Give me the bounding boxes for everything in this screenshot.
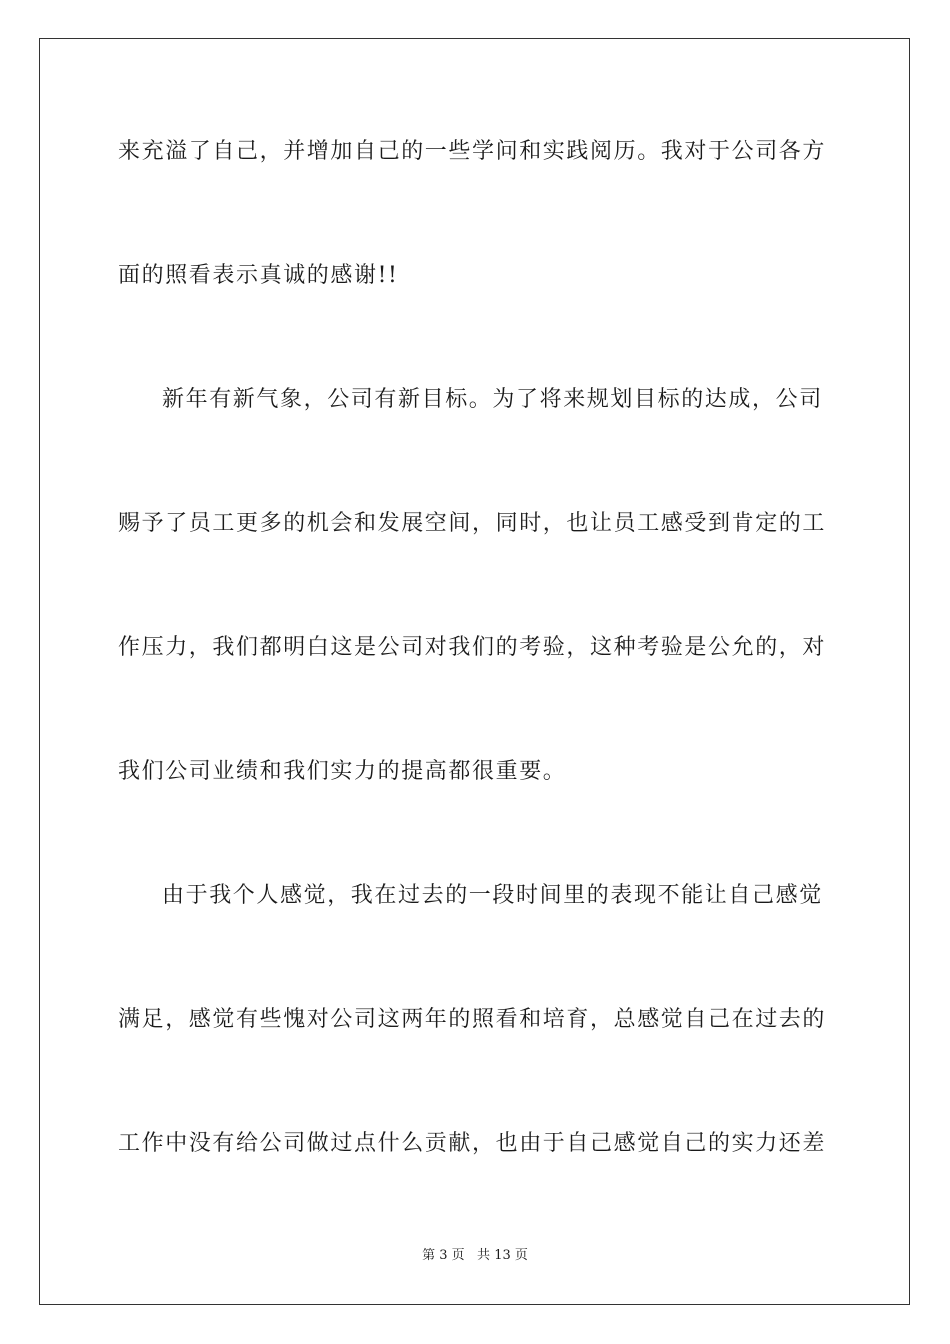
body-text-line: 工作中没有给公司做过点什么贡献，也由于自己感觉自己的实力还差 [118, 1131, 827, 1156]
body-text-line: 作压力，我们都明白这是公司对我们的考验，这种考验是公允的，对 [118, 635, 827, 660]
page-border [39, 38, 910, 1305]
body-text-line: 满足，感觉有些愧对公司这两年的照看和培育，总感觉自己在过去的 [118, 1007, 827, 1032]
body-text-line: 来充溢了自己，并增加自己的一些学问和实践阅历。我对于公司各方 [118, 139, 827, 164]
body-text-line: 我们公司业绩和我们实力的提高都很重要。 [118, 759, 567, 784]
body-text-line: 赐予了员工更多的机会和发展空间，同时，也让员工感受到肯定的工 [118, 511, 827, 536]
body-text-line: 面的照看表示真诚的感谢!! [118, 263, 399, 288]
paragraph-start-line: 新年有新气象，公司有新目标。为了将来规划目标的达成，公司 [162, 387, 823, 412]
page-number-footer: 第 3 页 共 13 页 [422, 1248, 528, 1263]
paragraph-start-line: 由于我个人感觉，我在过去的一段时间里的表现不能让自己感觉 [162, 883, 823, 908]
